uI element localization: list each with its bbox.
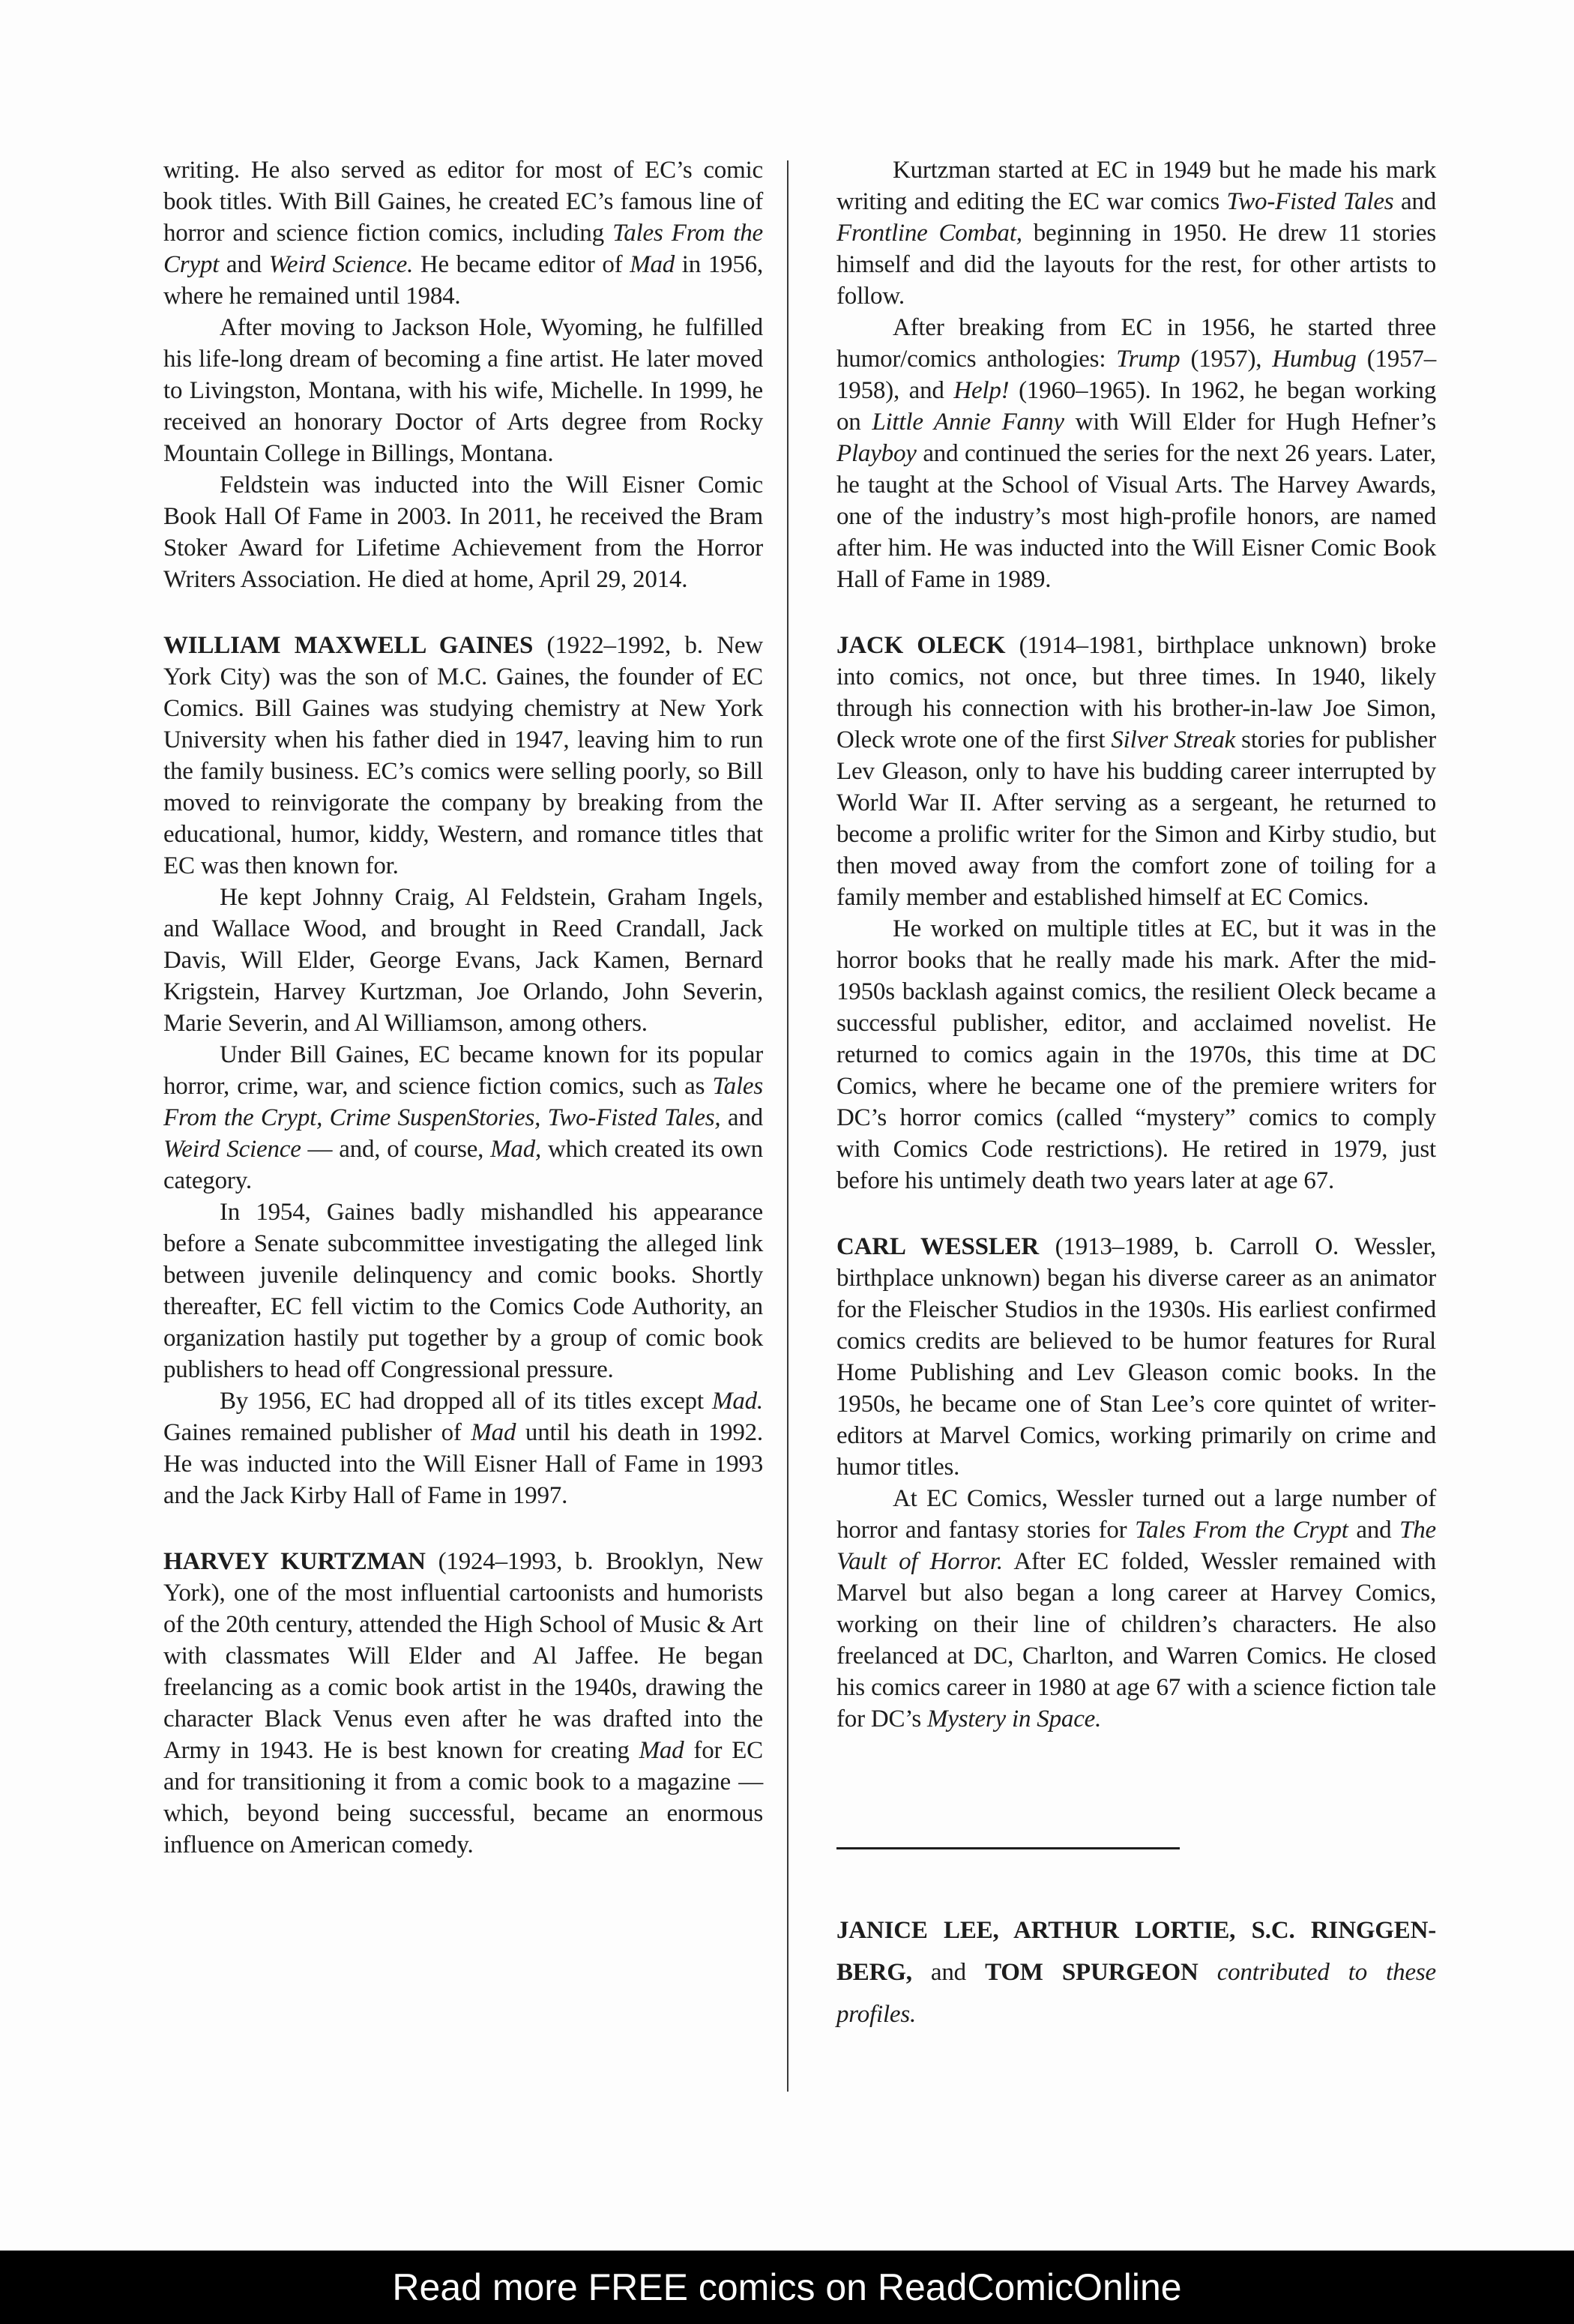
bold-text: JACK OLECK [836,632,1006,659]
body-text: At EC Comics, Wessler turned out a large number of horror and fantasy stories for [836,1485,1436,1544]
bold-text: CARL WESSLER [836,1233,1040,1260]
body-text: writing. He also served as editor for most of EC’s comic book titles. With Bill Gaines, he created EC’s famous line of horror and science fiction comics, including [163,157,763,247]
body-text: (1914–1981, birthplace unknown) broke into comics, not once, but three times. In 1940, likely through his connection with his brother-in-law Joe Simon, Oleck wrote one of the first [836,632,1436,753]
contributors-note [836,1909,1436,2035]
body-text: for EC and for transitioning it from a comic book to a magazine — which, beyond being successful, became an enormous influence on American comedy. [163,1737,763,1858]
contributors-divider-rule [836,1847,1180,1849]
gaines-intro-paragraph [163,630,763,882]
left-column [163,154,763,1861]
italic-text: Tales From the Crypt, Crime SuspenStories, Two-Fisted Tales, [163,1073,763,1131]
wessler-intro-paragraph [836,1231,1436,1483]
right-column [836,154,1436,2035]
body-text: Kurtzman started at EC in 1949 but he made his mark writing and editing the EC war comics [836,157,1436,215]
body-text: (1957–1958), and [836,346,1436,404]
kurtzman-ec-paragraph [836,154,1436,312]
italic-text: Frontline Combat, [836,220,1022,247]
body-text: until his death in 1992. He was inducted into the Will Eisner Hall of Fame in 1993 and the Jack Kirby Hall of Fame in 1997. [163,1419,763,1509]
wessler-ec-paragraph [836,1483,1436,1735]
italic-text: Mad [471,1419,516,1446]
italic-text: Silver Streak [1111,726,1236,753]
kurtzman-intro-paragraph [163,1546,763,1861]
body-text: In 1954, Gaines badly mishandled his appearance before a Senate subcommittee investigating the alleged link between juvenile delinquency and comic books. Shortly thereafter, EC fell victim to the Comics Code Authority, an organization hastily put together by a group of comic book publishers to head off Congressional pressure. [163,1199,763,1383]
body-text: After EC folded, Wessler remained with Marvel but also began a long career at Harvey Comics, working on their line of children’s characters. He also freelanced at DC, Charlton, and Warren Comics. He closed his comics career in 1980 at age 67 with a science fiction tale for DC’s [836,1548,1436,1733]
gaines-mad-paragraph [163,1385,763,1511]
body-text: Feldstein was inducted into the Will Eisner Comic Book Hall Of Fame in 2003. In 2011, he received the Bram Stoker Award for Lifetime Achievement from the Horror Writers Association. He died at home, April 29, 2014. [163,472,763,593]
body-text [1198,1959,1217,1986]
italic-text: Weird Science [163,1136,301,1163]
bold-text: TOM SPURGEON [985,1959,1198,1986]
italic-text: Mad. [712,1388,763,1415]
body-text: He worked on multiple titles at EC, but it was in the horror books that he really made his mark. After the mid-1950s backlash against comics, the resilient Oleck became a successful publisher, editor, and acclaimed novelist. He returned to comics again in the 1970s, this time at DC Comics, where he became one of the premiere writers for DC’s horror comics (called “mystery” comics to comply with Comics Code restrictions). He retired in 1979, just before his untimely death two years later at age 67. [836,915,1436,1194]
body-text: Gaines remained publisher of [163,1419,471,1446]
gaines-artists-paragraph [163,882,763,1039]
body-text: (1922–1992, b. New York City) was the son of M.C. Gaines, the founder of EC Comics. Bill Gaines was studying chemistry at New York University when his father died in 1947, leaving him to run the family business. EC’s comics were selling poorly, so Bill moved to reinvigorate the company by breaking from the educational, humor, kiddy, Western, and romance titles that EC was then known for. [163,632,764,879]
italic-text: Mad [630,251,675,278]
bold-text: JANICE LEE, ARTHUR LORTIE, S.C. RINGGEN-BERG, [836,1917,1436,1986]
italic-text: Mad, [490,1136,542,1163]
body-text: He became editor of [413,251,630,278]
body-text: stories for publisher Lev Gleason, only to have his budding career interrupted by World War II. After serving as a sergeant, he returned to become a prolific writer for the Simon and Kirby studio, but then moved away from the comfort zone of toiling for a family member and established himself at EC Comics. [836,726,1436,911]
italic-text: Humbug [1272,346,1357,373]
italic-text: Weird Science. [268,251,414,278]
italic-text: The Vault of Horror. [836,1517,1436,1575]
body-text: (1913–1989, b. Carroll O. Wessler, birthplace unknown) began his diverse career as an animator for the Fleischer Studios in the 1930s. His earliest confirmed comics credits are believed to be humor features for Rural Home Publishing and Lev Gleason comic books. In the 1950s, he became one of Stan Lee’s core quintet of writer-editors at Marvel Comics, working primarily on crime and humor titles. [836,1233,1436,1481]
body-text: and [1348,1517,1400,1544]
body-text: He kept Johnny Craig, Al Feldstein, Graham Ingels, and Wallace Wood, and brought in Reed Crandall, Jack Davis, Will Elder, George Evans, Jack Kamen, Bernard Krigstein, Harvey Kurtzman, Joe Orlando, John Severin, Marie Severin, and Al Williamson, among others. [163,884,763,1037]
oleck-horror-paragraph [836,913,1436,1196]
italic-text: Tales From the Crypt [163,220,764,278]
footer-banner [0,2251,1574,2324]
italic-text: Trump [1116,346,1180,373]
body-text: After breaking from EC in 1956, he started three humor/comics anthologies: [836,314,1436,373]
italic-text: Mystery in Space. [927,1706,1102,1733]
italic-text: Mad [639,1737,684,1764]
column-divider-line [787,160,788,2092]
italic-text: Tales From the Crypt [1135,1517,1348,1544]
body-text: (1960–1965). In 1962, he began working on [836,377,1436,436]
italic-text: Help! [953,377,1010,404]
body-text: and continued the series for the next 26 years. Later, he taught at the School of Visual Arts. The Harvey Awards, one of the industry’s most high-profile honors, are named after him. He was inducted into the Will Eisner Comic Book Hall of Fame in 1989. [836,440,1436,593]
bold-text: HARVEY KURTZMAN [163,1548,426,1575]
footer-banner-text: Read more FREE comics on ReadComicOnline [392,2266,1182,2308]
body-text: After moving to Jackson Hole, Wyoming, he fulfilled his life-long dream of becoming a fine artist. He later moved to Livingston, Montana, with his wife, Michelle. In 1999, he received an honorary Doctor of Arts degree from Rocky Mountain College in Billings, Montana. [163,314,763,467]
body-text: — and, of course, [301,1136,491,1163]
body-text: and [720,1104,763,1131]
body-text: (1924–1993, b. Brooklyn, New York), one of the most influential cartoonists and humorists of the 20th century, attended the High School of Music & Art with classmates Will Elder and Al Jaffee. He began freelancing as a comic book artist in the 1940s, drawing the character Black Venus even after he was drafted into the Army in 1943. He is best known for creating [163,1548,763,1764]
oleck-intro-paragraph [836,630,1436,913]
feldstein-editor-paragraph [163,154,763,312]
kurtzman-anthologies-paragraph [836,312,1436,595]
gaines-titles-paragraph [163,1039,763,1196]
gaines-senate-paragraph [163,1196,763,1385]
italic-text: Two-Fisted Tales [1226,188,1394,215]
body-text: beginning in 1950. He drew 11 stories himself and did the layouts for the rest, for other artists to follow. [836,220,1436,310]
italic-text: Little Annie Fanny [872,409,1064,436]
body-text: (1957), [1180,346,1273,373]
body-text: By 1956, EC had dropped all of its titles except [220,1388,713,1415]
italic-text: contributed to these profiles. [836,1959,1436,2028]
feldstein-montana-paragraph [163,312,763,469]
body-text: which created its own category. [163,1136,763,1194]
feldstein-awards-paragraph [163,469,763,595]
body-text: and [219,251,269,278]
bold-text: WILLIAM MAXWELL GAINES [163,632,534,659]
body-text: in 1956, where he remained until 1984. [163,251,764,310]
italic-text: Playboy [836,440,917,467]
body-text: with Will Elder for Hugh Hefner’s [1064,409,1436,436]
body-text: Under Bill Gaines, EC became known for its popular horror, crime, war, and science fiction comics, such as [163,1041,763,1100]
body-text: and [911,1959,986,1986]
body-text: and [1393,188,1437,215]
